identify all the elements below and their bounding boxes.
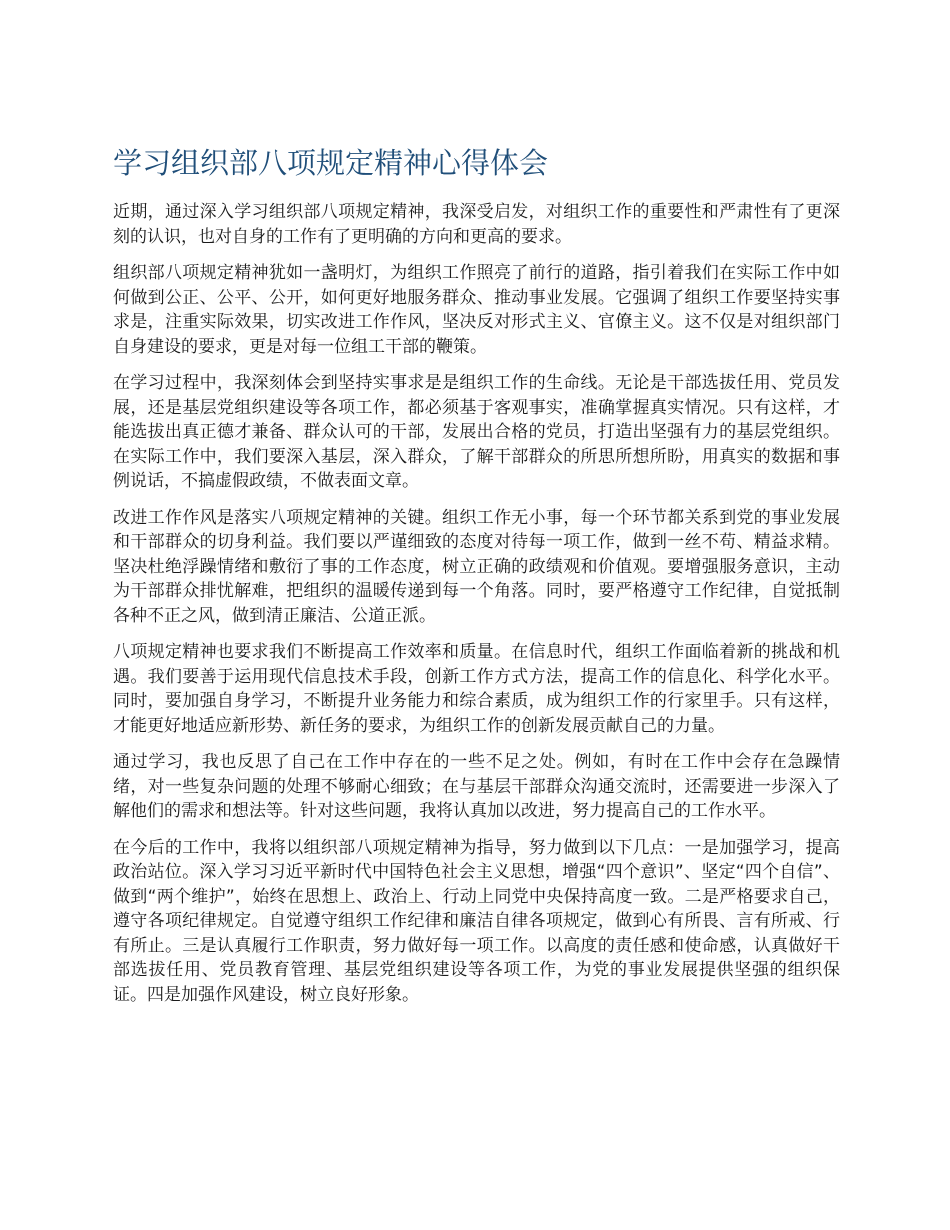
paragraph-2: 组织部八项规定精神犹如一盏明灯，为组织工作照亮了前行的道路，指引着我们在实际工作中如何做到公正、公平、公开，如何更好地服务群众、推动事业发展。它强调了组织工作要坚持实事求是，注重实际效果，切实改进工作作风，坚决反对形式主义、官僚主义。这不仅是对组织部门自身建设的要求，更是对每一位组工干部的鞭策。	[113, 263, 840, 357]
document-title: 学习组织部八项规定精神心得体会	[113, 146, 549, 180]
paragraph-4: 改进工作作风是落实八项规定精神的关键。组织工作无小事，每一个环节都关系到党的事业发展和干部群众的切身利益。我们要以严谨细致的态度对待每一项工作，做到一丝不苟、精益求精。坚决杜绝浮躁情绪和敷衍了事的工作态度，树立正确的政绩观和价值观。要增强服务意识，主动为干部群众排忧解难，把组织的温暖传递到每一个角落。同时，要严格遵守工作纪律，自觉抵制各种不正之风，做到清正廉洁、公道正派。	[113, 507, 840, 626]
paragraph-6: 通过学习，我也反思了自己在工作中存在的一些不足之处。例如，有时在工作中会存在急躁情绪，对一些复杂问题的处理不够耐心细致；在与基层干部群众沟通交流时，还需要进一步深入了解他们的需求和想法等。针对这些问题，我将认真加以改进，努力提高自己的工作水平。	[113, 752, 840, 821]
paragraph-1: 近期，通过深入学习组织部八项规定精神，我深受启发，对组织工作的重要性和严肃性有了更深刻的认识，也对自身的工作有了更明确的方向和更高的要求。	[113, 202, 840, 247]
document-page	[113, 138, 840, 1019]
paragraph-3: 在学习过程中，我深刻体会到坚持实事求是是组织工作的生命线。无论是干部选拔任用、党员发展，还是基层党组织建设等各项工作，都必须基于客观事实，准确掌握真实情况。只有这样，才能选拔出真正德才兼备、群众认可的干部，发展出合格的党员，打造出坚强有力的基层党组织。在实际工作中，我们要深入基层，深入群众，了解干部群众的所思所想所盼，用真实的数据和事例说话，不搞虚假政绩，不做表面文章。	[113, 373, 840, 491]
paragraph-5: 八项规定精神也要求我们不断提高工作效率和质量。在信息时代，组织工作面临着新的挑战和机遇。我们要善于运用现代信息技术手段，创新工作方式方法，提高工作的信息化、科学化水平。同时，要加强自身学习，不断提升业务能力和综合素质，成为组织工作的行家里手。只有这样，才能更好地适应新形势、新任务的要求，为组织工作的创新发展贡献自己的力量。	[113, 642, 840, 736]
paragraph-7: 在今后的工作中，我将以组织部八项规定精神为指导，努力做到以下几点：一是加强学习，提高政治站位。深入学习习近平新时代中国特色社会主义思想，增强“四个意识”、坚定“四个自信”、做到“两个维护”，始终在思想上、政治上、行动上同党中央保持高度一致。二是严格要求自己，遵守各项纪律规定。自觉遵守组织工作纪律和廉洁自律各项规定，做到心有所畏、言有所戒、行有所止。三是认真履行工作职责，努力做好每一项工作。以高度的责任感和使命感，认真做好干部选拔任用、党员教育管理、基层党组织建设等各项工作，为党的事业发展提供坚强的组织保证。四是加强作风建设，树立良好形象。	[113, 837, 840, 1005]
